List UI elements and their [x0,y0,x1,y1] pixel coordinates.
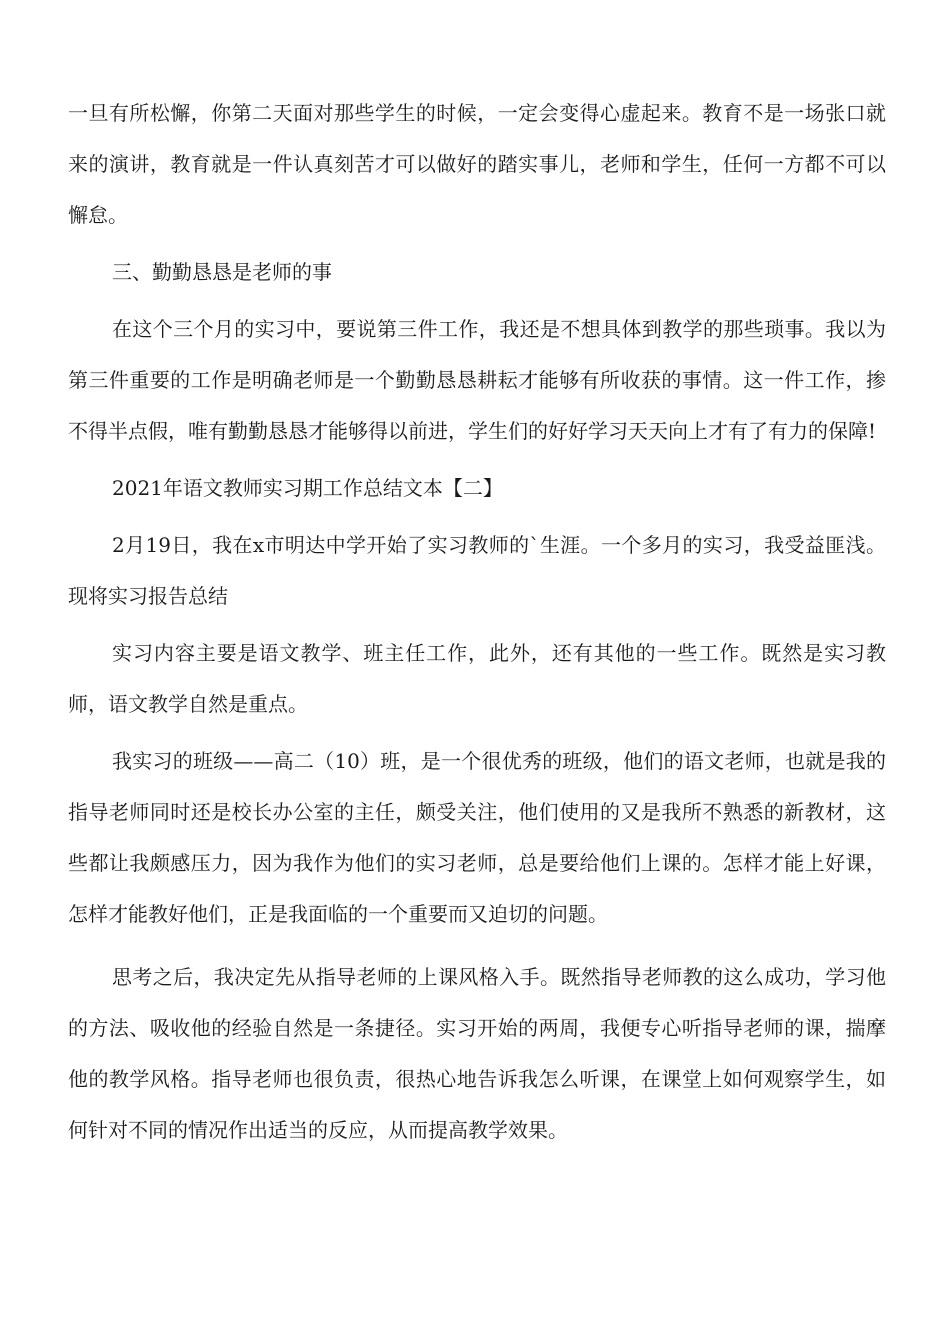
article-title-two: 2021年语文教师实习期工作总结文本【二】 [112,476,503,500]
paragraph-teaching-style: 思考之后，我决定先从指导老师的上课风格入手。既然指导老师教的这么成功，学习他的方法、吸收他的经验自然是一条捷径。实习开始的两周，我便专心听指导老师的课，揣摩他的教学风格。指导老师也很负责，很热心地告诉我怎么听课，在课堂上如何观察学生，如何针对不同的情况作出适当的反应，从而提高教学效果。 [68,965,886,1142]
section-heading-three: 三、勤勤恳恳是老师的事 [112,260,332,284]
paragraph-internship-start: 2月19日，我在x市明达中学开始了实习教师的`生涯。一个多月的实习，我受益匪浅。现将实习报告总结 [68,533,886,608]
paragraph-third-work: 在这个三个月的实习中，要说第三件工作，我还是不想具体到教学的那些琐事。我以为第三件重要的工作是明确老师是一个勤勤恳恳耕耘才能够有所收获的事情。这一件工作，掺不得半点假，唯有勤勤恳恳才能够得以前进，学生们的好好学习天天向上才有了有力的保障! [68,317,886,443]
paragraph-internship-content: 实习内容主要是语文教学、班主任工作，此外，还有其他的一些工作。既然是实习教师，语文教学自然是重点。 [68,641,886,716]
paragraph-continuation: 一旦有所松懈，你第二天面对那些学生的时候，一定会变得心虚起来。教育不是一场张口就来的演讲，教育就是一件认真刻苦才可以做好的踏实事儿，老师和学生，任何一方都不可以懈怠。 [68,101,886,227]
paragraph-class-description: 我实习的班级——高二（10）班，是一个很优秀的班级，他们的语文老师，也就是我的指导老师同时还是校长办公室的主任，颇受关注，他们使用的又是我所不熟悉的新教材，这些都让我颇感压力，因为我作为他们的实习老师，总是要给他们上课的。怎样才能上好课，怎样才能教好他们，正是我面临的一个重要而又迫切的问题。 [68,749,886,926]
document-page [68,88,886,1156]
